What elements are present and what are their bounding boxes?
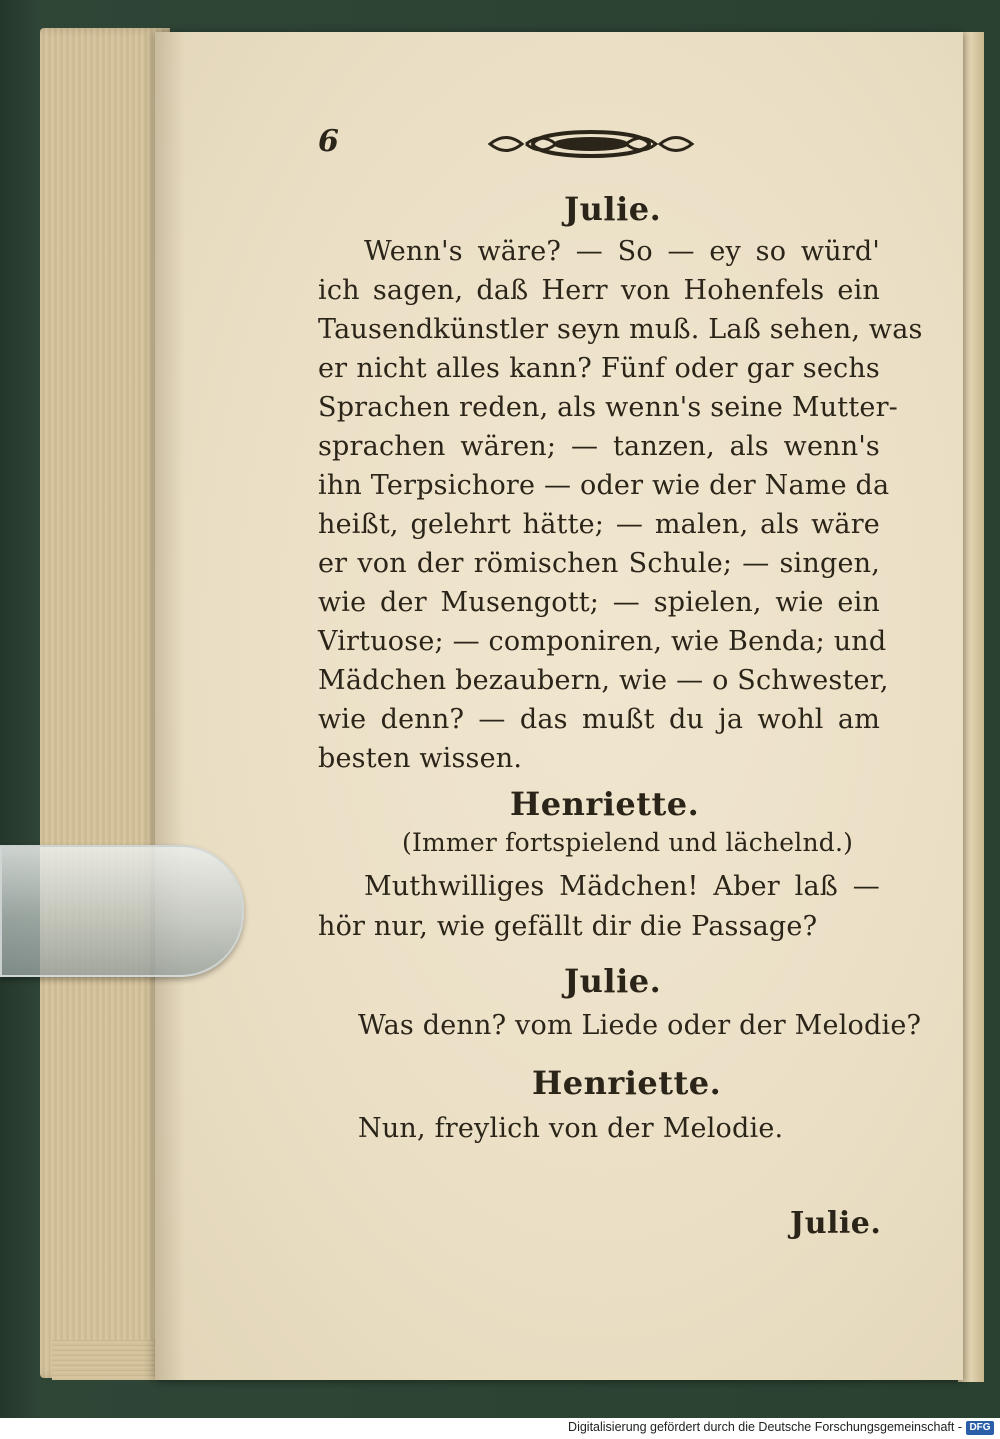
text-line: Nun, freylich von der Melodie. xyxy=(358,1113,784,1144)
text-line: wie denn? — das mußt du ja wohl am xyxy=(318,704,880,735)
gutter-shadow xyxy=(155,32,185,1380)
text-line: heißt, gelehrt hätte; — malen, als wäre xyxy=(318,509,880,540)
text-line: besten wissen. xyxy=(318,743,523,774)
text-line: Virtuose; — componiren, wie Benda; und xyxy=(318,626,887,657)
text-line: Was denn? vom Liede oder der Melodie? xyxy=(358,1010,922,1041)
speaker-name: Henriette. xyxy=(510,785,700,823)
stage-direction: (Immer fortspielend und lächelnd.) xyxy=(402,828,854,857)
text-line: Sprachen reden, als wenn's seine Mutter- xyxy=(318,392,899,423)
text-line: er von der römischen Schule; — singen, xyxy=(318,548,880,579)
speaker-name: Julie. xyxy=(564,190,662,228)
text-line: Wenn's wäre? — So — ey so würd' xyxy=(364,236,880,267)
dfg-logo-icon: DFG xyxy=(966,1421,994,1435)
text-line: Muthwilliges Mädchen! Aber laß — xyxy=(364,871,880,902)
book-page-edges xyxy=(40,28,170,1378)
text-line: er nicht alles kann? Fünf oder gar sechs xyxy=(318,353,880,384)
text-line: ihn Terpsichore — oder wie der Name da xyxy=(318,470,890,501)
text-line: Mädchen bezaubern, wie — o Schwester, xyxy=(318,665,889,696)
catchword: Julie. xyxy=(790,1206,882,1241)
text-line: Tausendkünstler seyn muß. Laß sehen, was xyxy=(318,314,923,345)
text-line: ich sagen, daß Herr von Hohenfels ein xyxy=(318,275,880,306)
page-clip xyxy=(0,845,244,977)
text-line: sprachen wären; — tanzen, als wenn's xyxy=(318,431,880,462)
footer-credit: Digitalisierung gefördert durch die Deutsche Forschungsgemeinschaft - xyxy=(568,1420,962,1434)
speaker-name: Julie. xyxy=(564,962,662,1000)
speaker-name: Henriette. xyxy=(532,1064,722,1102)
text-line: hör nur, wie gefällt dir die Passage? xyxy=(318,911,818,942)
page-number: 6 xyxy=(318,124,339,159)
footer-bar xyxy=(0,1418,1000,1439)
text-line: wie der Musengott; — spielen, wie ein xyxy=(318,587,880,618)
book-page-edges-bottom xyxy=(52,1340,162,1380)
ornament-icon xyxy=(486,127,696,161)
